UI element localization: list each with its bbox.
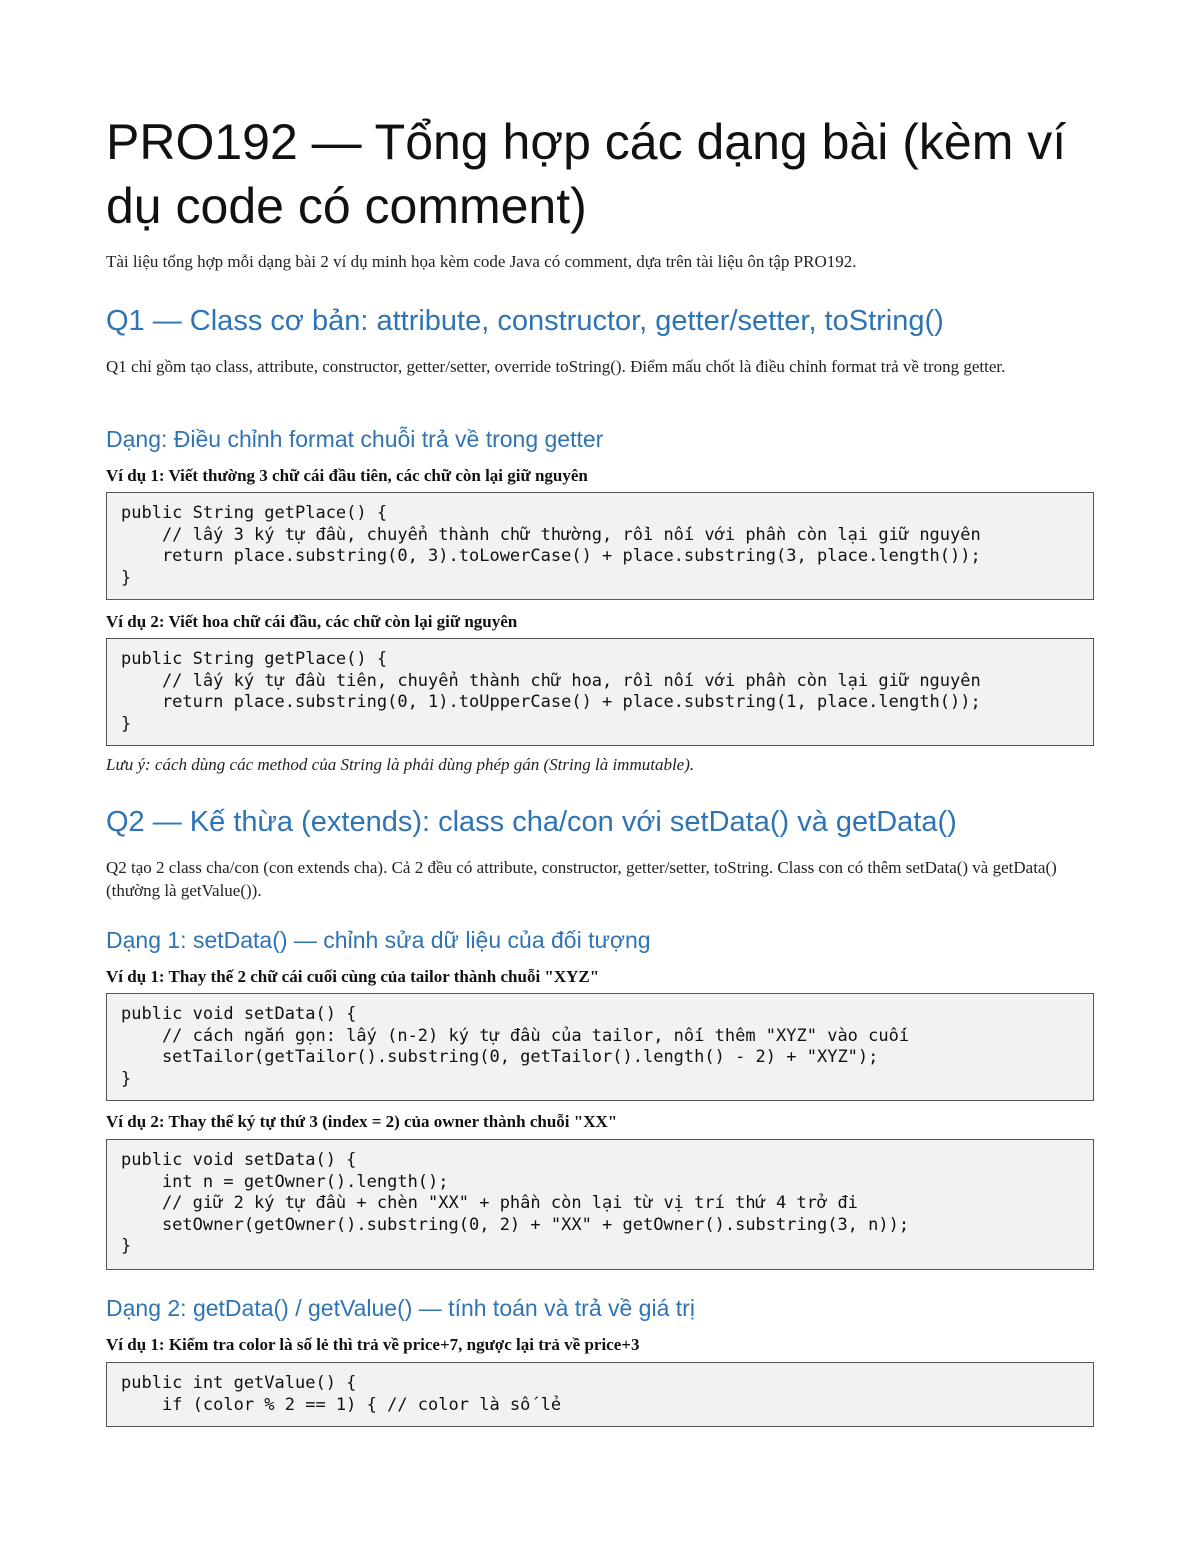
code-line: setOwner(getOwner().substring(0, 2) + "XX" + getOwner().substring(3, n)); xyxy=(121,1214,910,1235)
code-line: return place.substring(0, 3).toLowerCase() + place.substring(3, place.length()); xyxy=(121,546,981,566)
code-line: public void setData() { xyxy=(121,1150,357,1170)
q2-form1-example1-code xyxy=(106,993,1094,1101)
code-line: // lấy ký tự đầu tiên, chuyển thành chữ hoa, rồi nối với phần còn lại giữ nguyên xyxy=(121,670,981,691)
q2-form1-example2-label: Ví dụ 2: Thay thế ký tự thứ 3 (index = 2) của owner thành chuỗi "XX" xyxy=(106,1112,618,1131)
code-line: } xyxy=(121,567,132,588)
q2-form1-heading: Dạng 1: setData() — chỉnh sửa dữ liệu của đối tượng xyxy=(106,927,651,953)
code-line: public int getValue() { xyxy=(121,1373,357,1393)
q2-description: Q2 tạo 2 class cha/con (con extends cha). Cả 2 đều có attribute, constructor, getter/setter, toString. Class con có thêm setData() và getData() (thường là getValue()). xyxy=(106,858,1057,900)
q2-form1-example2-code xyxy=(106,1139,1094,1270)
q1-heading: Q1 — Class cơ bản: attribute, constructor, getter/setter, toString() xyxy=(106,305,944,337)
q2-form1-example1-label: Ví dụ 1: Thay thế 2 chữ cái cuối cùng của tailor thành chuỗi "XYZ" xyxy=(106,967,600,986)
code-line: } xyxy=(121,713,132,734)
document-subtitle: Tài liệu tổng hợp mỗi dạng bài 2 ví dụ minh họa kèm code Java có comment, dựa trên tài liệu ôn tập PRO192. xyxy=(106,252,857,271)
q1-form-heading: Dạng: Điều chỉnh format chuỗi trả về trong getter xyxy=(106,426,604,452)
q2-heading: Q2 — Kế thừa (extends): class cha/con với setData() và getData() xyxy=(106,806,957,838)
q1-example2-code xyxy=(106,638,1094,746)
code-line: } xyxy=(121,1236,132,1256)
code-line: setTailor(getTailor().substring(0, getTailor().length() - 2) + "XYZ"); xyxy=(121,1047,879,1067)
q1-example2-label: Ví dụ 2: Viết hoa chữ cái đầu, các chữ còn lại giữ nguyên xyxy=(106,612,518,631)
q2-form2-heading: Dạng 2: getData() / getValue() — tính toán và trả về giá trị xyxy=(106,1295,695,1321)
q2-form2-example1-code xyxy=(106,1362,1094,1427)
code-line: // giữ 2 ký tự đầu + chèn "XX" + phần còn lại từ vị trí thứ 4 trở đi xyxy=(121,1193,858,1213)
document-title: PRO192 — Tổng hợp các dạng bài (kèm ví dụ code có comment) xyxy=(106,114,1067,234)
code-line: public String getPlace() { xyxy=(121,649,388,669)
q2-form2-example1-label: Ví dụ 1: Kiểm tra color là số lẻ thì trả về price+7, ngược lại trả về price+3 xyxy=(106,1335,640,1354)
q1-example1-code xyxy=(106,492,1094,600)
code-line: return place.substring(0, 1).toUpperCase() + place.substring(1, place.length()); xyxy=(121,692,981,712)
code-line: public void setData() { xyxy=(121,1004,357,1024)
code-line: // cách ngắn gọn: lấy (n-2) ký tự đầu của tailor, nối thêm "XYZ" vào cuối xyxy=(121,1025,910,1046)
q1-description: Q1 chỉ gồm tạo class, attribute, constructor, getter/setter, override toString(). Điểm mấu chốt là điều chỉnh format trả về trong getter. xyxy=(106,357,1006,376)
code-line: int n = getOwner().length(); xyxy=(121,1171,449,1192)
code-line: // lấy 3 ký tự đầu, chuyển thành chữ thường, rồi nối với phần còn lại giữ nguyên xyxy=(121,524,981,545)
q1-example1-label: Ví dụ 1: Viết thường 3 chữ cái đầu tiên, các chữ còn lại giữ nguyên xyxy=(106,466,588,485)
q1-note: Lưu ý: cách dùng các method của String là phải dùng phép gán (String là immutable). xyxy=(106,755,695,774)
code-line: if (color % 2 == 1) { // color là số lẻ xyxy=(121,1394,562,1415)
code-line: public String getPlace() { xyxy=(121,503,388,523)
code-line: } xyxy=(121,1068,132,1089)
